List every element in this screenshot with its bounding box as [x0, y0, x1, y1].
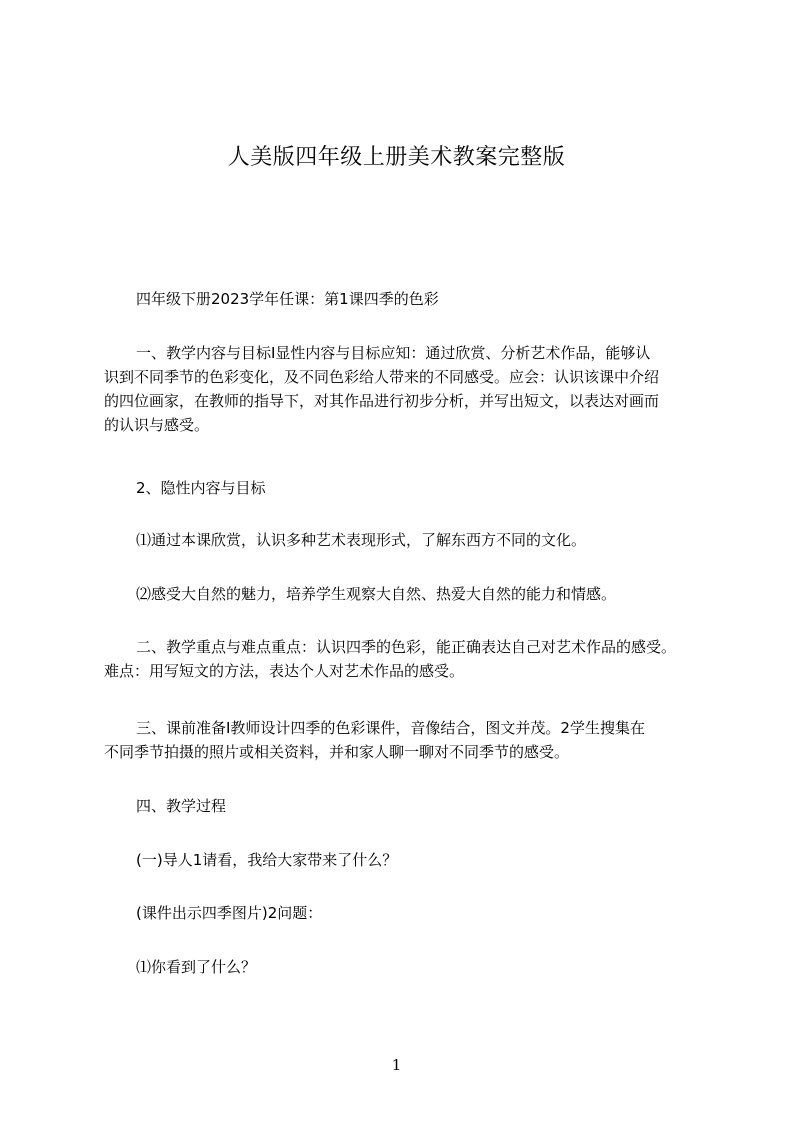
- text-line: 识到不同季节的色彩变化，及不同色彩给人带来的不同感受。应会：认识该课中介绍: [104, 368, 660, 386]
- text-line: 的认识与感受。: [104, 416, 210, 434]
- text-line: 难点：用写短文的方法，表达个人对艺术作品的感受。: [104, 662, 465, 680]
- page-number: 1: [391, 1056, 402, 1074]
- text-line: (课件出示四季图片)2问题：: [136, 904, 323, 922]
- paragraph-goal-2: [104, 582, 700, 606]
- text-line: ⑴你看到了什么？: [136, 958, 257, 976]
- paragraph-question-1: [104, 955, 700, 979]
- paragraph-key-difficult-points: [104, 635, 700, 683]
- paragraph-teaching-process-heading: [104, 794, 700, 818]
- paragraph-introduction: [104, 848, 700, 872]
- text-line: 二、教学重点与难点重点：认识四季的色彩，能正确表达自己对艺术作品的感受。: [136, 638, 677, 656]
- text-line: 不同季节拍摄的照片或相关资料，并和家人聊一聊对不同季节的感受。: [104, 743, 570, 761]
- paragraph-teaching-content-goals: [104, 341, 700, 437]
- paragraph-goal-1: [104, 528, 700, 552]
- paragraph-preparation: [104, 716, 700, 764]
- text-line: 2、隐性内容与目标: [136, 479, 266, 497]
- text-line: 一、教学内容与目标Ⅰ显性内容与目标应知：通过欣赏、分析艺术作品，能够认: [136, 344, 651, 362]
- paragraph-implicit-goals-heading: [104, 476, 700, 500]
- text-line: 的四位画家，在教师的指导下，对其作品进行初步分析，并写出短文，以表达对画而: [104, 392, 660, 410]
- text-line: 四年级下册2023学年任课：第1课四季的色彩: [136, 290, 439, 308]
- text-line: 四、教学过程: [136, 797, 227, 815]
- text-line: (一)导人1请看，我给大家带来了什么？: [136, 851, 398, 869]
- text-line: ⑴通过本课欣赏，认识多种艺术表现形式，了解东西方不同的文化。: [136, 531, 587, 549]
- paragraph-courseware-question: [104, 901, 700, 925]
- text-line: ⑵感受大自然的魅力，培养学生观察大自然、热爱大自然的能力和情感。: [136, 585, 617, 603]
- document-title: 人美版四年级上册美术教案完整版: [227, 145, 566, 170]
- text-line: 三、课前准备Ⅰ教师设计四季的色彩课件，音像结合，图文并茂。2学生搜集在: [136, 719, 645, 737]
- paragraph-lesson-heading: [104, 287, 700, 311]
